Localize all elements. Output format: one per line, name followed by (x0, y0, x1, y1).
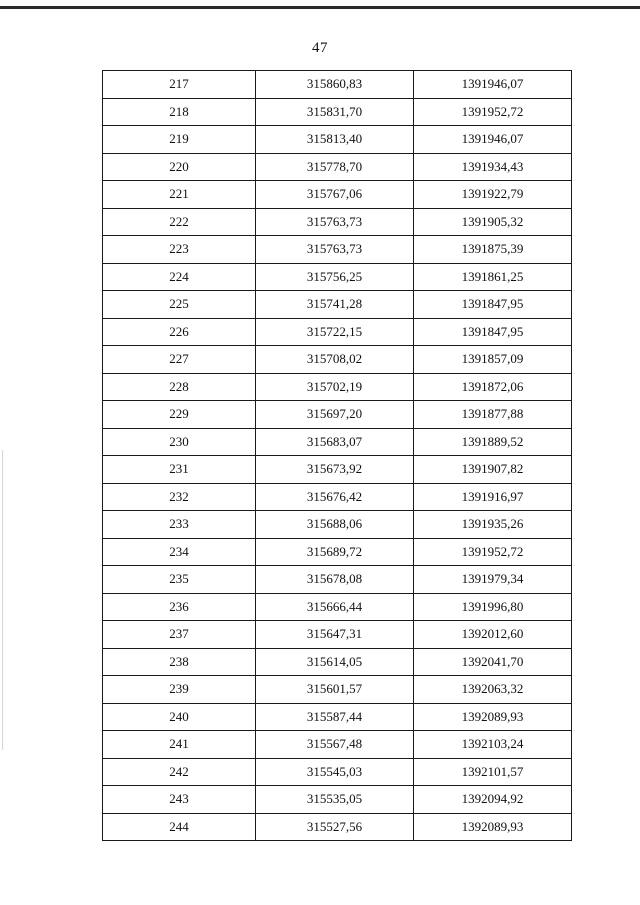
y-coordinate-cell: 1391875,39 (414, 236, 572, 264)
x-coordinate-cell: 315708,02 (256, 346, 414, 374)
table-row (103, 648, 572, 676)
point-number-cell: 220 (103, 153, 256, 181)
x-coordinate-cell: 315614,05 (256, 648, 414, 676)
x-coordinate-cell: 315778,70 (256, 153, 414, 181)
table-row (103, 813, 572, 841)
table-row (103, 676, 572, 704)
y-coordinate-cell: 1392063,32 (414, 676, 572, 704)
point-number-cell: 244 (103, 813, 256, 841)
table-row (103, 236, 572, 264)
y-coordinate-cell: 1391877,88 (414, 401, 572, 429)
coordinates-table-body (103, 71, 572, 841)
point-number-cell: 219 (103, 126, 256, 154)
table-row (103, 566, 572, 594)
x-coordinate-cell: 315535,05 (256, 786, 414, 814)
point-number-cell: 241 (103, 731, 256, 759)
table-row (103, 71, 572, 99)
point-number-cell: 217 (103, 71, 256, 99)
y-coordinate-cell: 1391946,07 (414, 71, 572, 99)
table-row (103, 153, 572, 181)
table-row (103, 758, 572, 786)
table-row (103, 731, 572, 759)
x-coordinate-cell: 315741,28 (256, 291, 414, 319)
point-number-cell: 226 (103, 318, 256, 346)
x-coordinate-cell: 315666,44 (256, 593, 414, 621)
y-coordinate-cell: 1391952,72 (414, 98, 572, 126)
point-number-cell: 225 (103, 291, 256, 319)
x-coordinate-cell: 315767,06 (256, 181, 414, 209)
x-coordinate-cell: 315683,07 (256, 428, 414, 456)
x-coordinate-cell: 315545,03 (256, 758, 414, 786)
x-coordinate-cell: 315831,70 (256, 98, 414, 126)
y-coordinate-cell: 1391889,52 (414, 428, 572, 456)
point-number-cell: 228 (103, 373, 256, 401)
table-row (103, 621, 572, 649)
x-coordinate-cell: 315673,92 (256, 456, 414, 484)
x-coordinate-cell: 315763,73 (256, 236, 414, 264)
table-row (103, 263, 572, 291)
y-coordinate-cell: 1391935,26 (414, 511, 572, 539)
y-coordinate-cell: 1391952,72 (414, 538, 572, 566)
point-number-cell: 229 (103, 401, 256, 429)
x-coordinate-cell: 315763,73 (256, 208, 414, 236)
table-row (103, 511, 572, 539)
point-number-cell: 235 (103, 566, 256, 594)
table-row (103, 291, 572, 319)
table-row (103, 593, 572, 621)
page-number: 47 (312, 40, 328, 56)
point-number-cell: 232 (103, 483, 256, 511)
y-coordinate-cell: 1392094,92 (414, 786, 572, 814)
y-coordinate-cell: 1391847,95 (414, 291, 572, 319)
table-row (103, 428, 572, 456)
table-row (103, 208, 572, 236)
y-coordinate-cell: 1392101,57 (414, 758, 572, 786)
table-row (103, 483, 572, 511)
point-number-cell: 227 (103, 346, 256, 374)
y-coordinate-cell: 1392089,93 (414, 813, 572, 841)
x-coordinate-cell: 315647,31 (256, 621, 414, 649)
table-row (103, 318, 572, 346)
x-coordinate-cell: 315676,42 (256, 483, 414, 511)
table-row (103, 346, 572, 374)
y-coordinate-cell: 1391916,97 (414, 483, 572, 511)
top-border-rule (0, 6, 640, 9)
x-coordinate-cell: 315756,25 (256, 263, 414, 291)
table-row (103, 401, 572, 429)
y-coordinate-cell: 1391996,80 (414, 593, 572, 621)
y-coordinate-cell: 1391979,34 (414, 566, 572, 594)
point-number-cell: 236 (103, 593, 256, 621)
table-row (103, 181, 572, 209)
table-row (103, 456, 572, 484)
table-row (103, 373, 572, 401)
x-coordinate-cell: 315678,08 (256, 566, 414, 594)
x-coordinate-cell: 315813,40 (256, 126, 414, 154)
y-coordinate-cell: 1392012,60 (414, 621, 572, 649)
point-number-cell: 234 (103, 538, 256, 566)
point-number-cell: 222 (103, 208, 256, 236)
point-number-cell: 239 (103, 676, 256, 704)
y-coordinate-cell: 1392041,70 (414, 648, 572, 676)
y-coordinate-cell: 1391861,25 (414, 263, 572, 291)
x-coordinate-cell: 315697,20 (256, 401, 414, 429)
y-coordinate-cell: 1391857,09 (414, 346, 572, 374)
point-number-cell: 224 (103, 263, 256, 291)
coordinates-table (102, 70, 572, 841)
x-coordinate-cell: 315689,72 (256, 538, 414, 566)
x-coordinate-cell: 315567,48 (256, 731, 414, 759)
x-coordinate-cell: 315722,15 (256, 318, 414, 346)
table-row (103, 703, 572, 731)
x-coordinate-cell: 315601,57 (256, 676, 414, 704)
y-coordinate-cell: 1392103,24 (414, 731, 572, 759)
table-row (103, 786, 572, 814)
y-coordinate-cell: 1391907,82 (414, 456, 572, 484)
point-number-cell: 240 (103, 703, 256, 731)
point-number-cell: 230 (103, 428, 256, 456)
point-number-cell: 238 (103, 648, 256, 676)
table-row (103, 538, 572, 566)
x-coordinate-cell: 315860,83 (256, 71, 414, 99)
x-coordinate-cell: 315527,56 (256, 813, 414, 841)
point-number-cell: 237 (103, 621, 256, 649)
point-number-cell: 233 (103, 511, 256, 539)
table-row (103, 98, 572, 126)
table-row (103, 126, 572, 154)
point-number-cell: 242 (103, 758, 256, 786)
y-coordinate-cell: 1391905,32 (414, 208, 572, 236)
point-number-cell: 221 (103, 181, 256, 209)
y-coordinate-cell: 1391847,95 (414, 318, 572, 346)
point-number-cell: 231 (103, 456, 256, 484)
point-number-cell: 223 (103, 236, 256, 264)
point-number-cell: 218 (103, 98, 256, 126)
y-coordinate-cell: 1391946,07 (414, 126, 572, 154)
x-coordinate-cell: 315587,44 (256, 703, 414, 731)
y-coordinate-cell: 1391922,79 (414, 181, 572, 209)
scan-edge-line (2, 450, 3, 750)
y-coordinate-cell: 1392089,93 (414, 703, 572, 731)
point-number-cell: 243 (103, 786, 256, 814)
x-coordinate-cell: 315688,06 (256, 511, 414, 539)
x-coordinate-cell: 315702,19 (256, 373, 414, 401)
y-coordinate-cell: 1391872,06 (414, 373, 572, 401)
y-coordinate-cell: 1391934,43 (414, 153, 572, 181)
